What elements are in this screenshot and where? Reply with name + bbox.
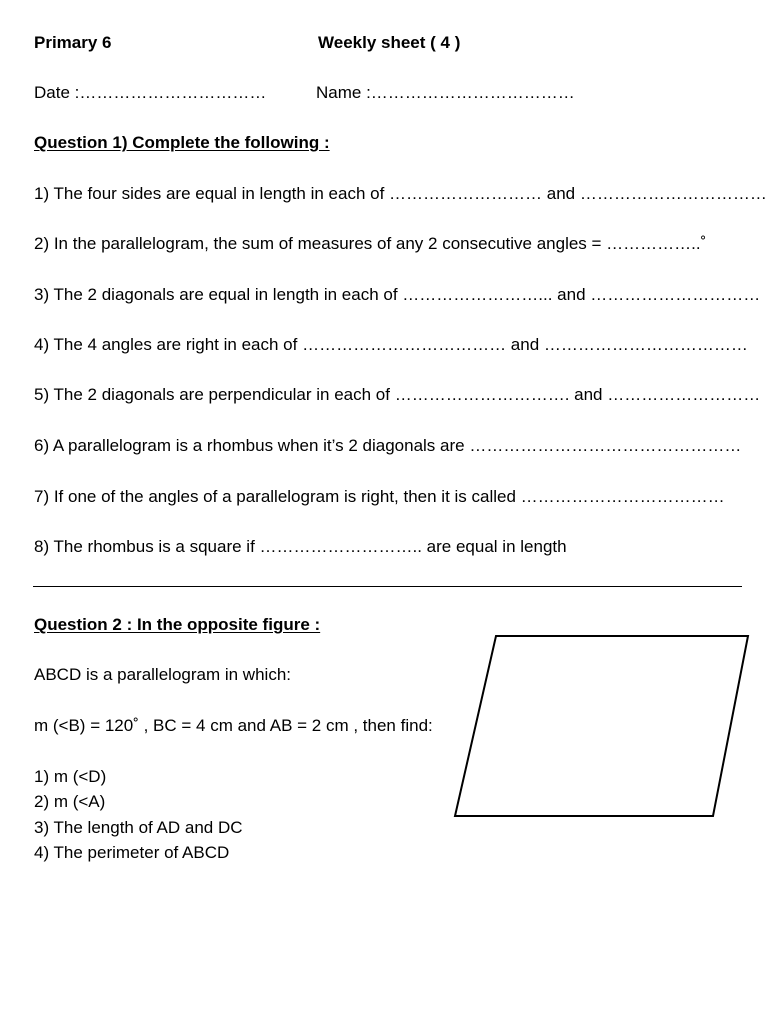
date-field: Date :…………………………… [34, 83, 267, 102]
q2-intro: ABCD is a parallelogram in which: [34, 665, 291, 684]
q1-item-7: 7) If one of the angles of a parallelogram is right, then it is called ……………………………… [34, 487, 725, 506]
name-field: Name :……………………………… [316, 83, 575, 102]
q2-item-2: 2) m (<A) [34, 792, 106, 811]
question-1-title: Question 1) Complete the following : [34, 133, 330, 152]
q1-item-3: 3) The 2 diagonals are equal in length in each of ……………………... and ………………………… [34, 285, 761, 304]
sheet-title: Weekly sheet ( 4 ) [318, 33, 461, 52]
q2-item-1: 1) m (<D) [34, 767, 107, 786]
q1-item-2: 2) In the parallelogram, the sum of measures of any 2 consecutive angles = ……………..˚ [34, 234, 707, 253]
question-2-title: Question 2 : In the opposite figure : [34, 615, 321, 634]
q1-item-4: 4) The 4 angles are right in each of ……………………………… and ……………………………… [34, 335, 748, 354]
q1-item-6: 6) A parallelogram is a rhombus when it’s 2 diagonals are ………………………………………… [34, 436, 742, 455]
parallelogram-shape [455, 636, 748, 816]
grade-label: Primary 6 [34, 33, 112, 52]
section-divider [33, 586, 742, 587]
q1-item-8: 8) The rhombus is a square if ……………………….. are equal in length [34, 537, 567, 556]
q2-item-3: 3) The length of AD and DC [34, 818, 243, 837]
q2-given: m (<B) = 120˚ , BC = 4 cm and AB = 2 cm , then find: [34, 716, 433, 735]
q1-item-5: 5) The 2 diagonals are perpendicular in each of …………………………. and ……………………… [34, 385, 761, 404]
q2-item-4: 4) The perimeter of ABCD [34, 843, 230, 862]
parallelogram-figure [450, 630, 755, 822]
q1-item-1: 1) The four sides are equal in length in each of ……………………… and …………………………… [34, 184, 767, 203]
